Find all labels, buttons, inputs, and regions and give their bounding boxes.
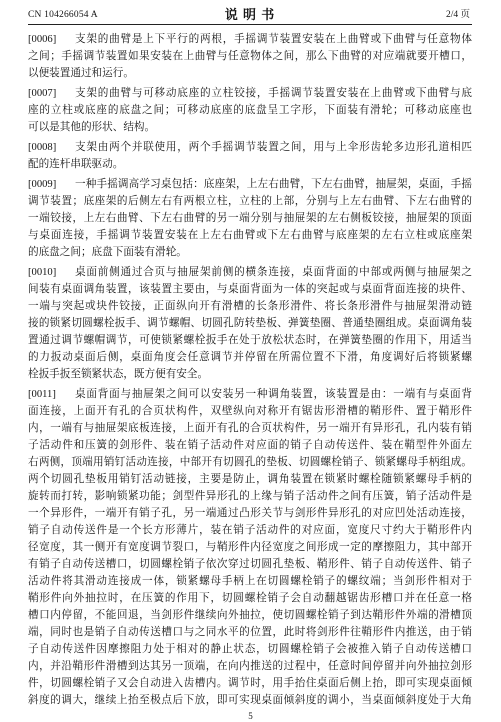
- paragraph-line: 座的立柱或底座的底盘之间；可移动底座的底盘呈工字形，下面装有滑轮；可移动底座也: [28, 105, 472, 116]
- paragraph: [28, 264, 472, 383]
- paragraph-number: [0009]: [28, 179, 57, 190]
- paragraph-number: [0011]: [28, 389, 56, 400]
- paragraph: [28, 85, 472, 136]
- paragraph-line-text: 支架的曲臂与可移动底座的立柱铰接，手摇调节装置安装在上曲臂或下曲臂与底: [75, 88, 472, 99]
- paragraph: [28, 31, 472, 82]
- paragraph-line: 的底盘之间；底盘下面装有滑轮。: [28, 247, 187, 258]
- page-number: 5: [248, 711, 253, 721]
- paragraph-first-line: [28, 386, 472, 403]
- paragraph-line: 活动件将其滑动连接成一体，锁紧螺母手柄上在切圆螺栓销子的螺纹端；当剑形件相对于: [28, 576, 472, 587]
- paragraph-first-line: [28, 176, 472, 193]
- paragraph-line: 端，同时也是销子自动传送槽口与之同水平的位置，此时将剑形件往鞘形件内推送，由于销: [28, 627, 472, 638]
- paragraph-first-line: [28, 139, 472, 156]
- page-header: [28, 6, 472, 25]
- publication-number: CN 104266054 A: [28, 10, 98, 20]
- paragraph-line: 销子自动传送件是一个长方形薄片，装在销子活动件的对应面，宽度尺寸约大于鞘形件内: [28, 525, 472, 536]
- paragraph-line-text: 支架由两个并联使用，两个手摇调节装置之间，用与上伞形齿轮多边形孔道相匹: [75, 142, 472, 153]
- paragraph-line: 一端与突起或块件铰接，正面纵向开有滑槽的长条形滑件、将长条形滑件与抽屉架滑动链: [28, 301, 472, 312]
- paragraph-line: 栓扳手扳至锁紧状态，既方便有安全。: [28, 369, 209, 380]
- page-indicator: 2/4 页: [445, 10, 470, 20]
- paragraph-line: 子自动传送件因摩擦阻力处于相对的静止状态，切圆螺栓销子会被推入销子自动传送槽口: [28, 644, 472, 655]
- paragraph-line: 一个异形件，一端开有销子孔，另一端通过凸形关节与剑形件异形孔的对应凹处活动连接，: [28, 508, 472, 519]
- paragraph: [28, 176, 472, 261]
- paragraph-line: 面连接，上面开有孔的合页状构件，双壁纵向对称开有锯齿形滑槽的鞘形件、置于鞘形件: [28, 406, 472, 417]
- paragraph-line: 一端铰接，上左右曲臂、下左右曲臂的另一端分别与抽屉架的左右侧板铰接，抽屉架的顶面: [28, 213, 472, 224]
- paragraph-line: 内，一端有与抽屉架底板连接，上面开有孔的合页状构件，另一端开有异形孔，孔内装有销: [28, 423, 472, 434]
- paragraph-number: [0006]: [28, 34, 57, 45]
- paragraph-line: 调节装置；底座架的后侧左右有两根立柱，立柱的上部，分别与上左右曲臂、下左右曲臂的: [28, 196, 472, 207]
- paragraph-line: 鞘形件向外抽拉时，在压簧的作用下，切圆螺栓销子会自动翻越锯齿形槽口并在任意一格: [28, 593, 472, 604]
- paragraph-number: [0007]: [28, 88, 57, 99]
- paragraph-line: 两个切圆孔垫板用销钉活动链接，主要是防止，调角装置在锁紧时螺栓随锁紧螺母手柄的: [28, 474, 472, 485]
- paragraph-line: 的力扳动桌面后侧，桌面角度会任意调节并停留在所需位置不下滑，角度调好后将锁紧螺: [28, 352, 472, 363]
- paragraph-line: 间装有桌面调角装置，该装置主要由，与桌面背面为一体的突起或与桌面背面连接的块件、: [28, 284, 472, 295]
- paragraph-line: 旋转而打转，影响锁紧功能；剑型件异形孔的上缘与销子活动件之间有压簧，销子活动件是: [28, 491, 472, 502]
- paragraph-number: [0010]: [28, 267, 57, 278]
- paragraph-line: 配的连杆串联驱动。: [28, 159, 124, 170]
- paragraph-first-line: [28, 31, 472, 48]
- paragraph-line: 接的锁紧切圆螺栓扳手、调节螺帽、切圆孔防转垫板、弹簧垫圈、普通垫圈组成。桌面调角装: [28, 318, 472, 329]
- paragraph-line-text: 支架的曲臂是上下平行的两根，手摇调节装置安装在上曲臂或下曲臂与任意物体: [75, 34, 472, 45]
- paragraph-line: 件，切圆螺栓销子又会自动进入齿槽内。调节时，用手抬住桌面后侧上抬，即可实现桌面倾: [28, 678, 472, 689]
- paragraph: [28, 139, 472, 173]
- paragraph-line: 子活动件和压簧的剑形件、装在销子活动件对应面的销子自动传送件、装在鞘型件外面左: [28, 440, 472, 451]
- paragraph-line-text: 桌面背面与抽屉架之间可以安装另一种调角装置，该装置是由：一端有与桌面背: [75, 389, 472, 400]
- paragraph-line: 右两侧，顶端用销钉活动连接，中部开有切圆孔的垫板、切圆螺栓销子、锁紧螺母手柄组成。: [28, 457, 472, 468]
- paragraph-line: 置通过调节螺帽调节，可使锁紧螺栓扳手在处于放松状态时，在弹簧垫圈的作用下，用适当: [28, 335, 472, 346]
- paragraph-line-text: 桌面前侧通过合页与抽屉架前侧的横条连接，桌面背面的中部或两侧与抽屉架之: [75, 267, 472, 278]
- paragraph-number: [0008]: [28, 142, 57, 153]
- paragraph: [28, 386, 472, 709]
- paragraph-line: 径宽度，其一侧开有宽度调节裂口，与鞘形件内径宽度之间形成一定的摩擦阻力，其中部开: [28, 542, 472, 553]
- paragraph-line: 槽口内停留，不能回退，当剑形件继续向外抽拉，使切圆螺栓销子到达鞘形件外端的滑槽顶: [28, 610, 472, 621]
- paragraph-line: 与桌面连接，手摇调节装置安装在上左右曲臂或下左右曲臂与底座架的左右立柱或底座架: [28, 230, 472, 241]
- paragraph-first-line: [28, 264, 472, 281]
- description-body: [28, 31, 472, 712]
- paragraph-first-line: [28, 85, 472, 102]
- paragraph-line: 斜度的调大，继续上抬至极点后下放，即可实现桌面倾斜度的调小，当桌面倾斜度处于大角: [28, 695, 472, 706]
- paragraph-line: 可以是其他的形状、结构。: [28, 122, 156, 133]
- document-title: 说 明 书: [224, 7, 276, 22]
- paragraph-line: 有销子自动传送槽口，切圆螺栓销子依次穿过切圆孔垫板、鞘形件、销子自动传送件、销子: [28, 559, 472, 570]
- paragraph-line: 以便装置通过和运行。: [28, 68, 134, 79]
- paragraph-line: 内，并沿鞘形件滑槽到达其另一顶端，在向内推送的过程中，任意时间停留并向外抽拉剑形: [28, 661, 472, 672]
- paragraph-line: 之间；手摇调节装置如果安装在上曲臂与任意物体之间，那么下曲臂的对应端就要开槽口，: [28, 51, 472, 62]
- paragraph-line-text: 一种手摇调高学习桌包括：底座架，上左右曲臂，下左右曲臂，抽屉架，桌面，手摇: [75, 179, 472, 190]
